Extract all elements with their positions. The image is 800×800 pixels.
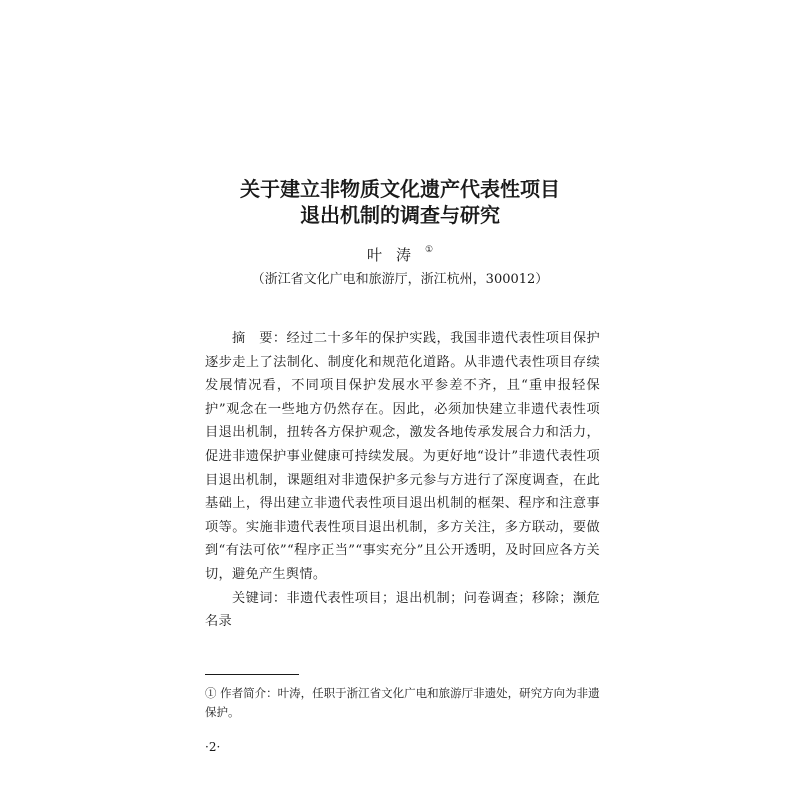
page-number: ·2· (205, 740, 221, 754)
abstract-section (205, 327, 600, 634)
keywords-label: 关键词： (232, 590, 287, 606)
author-name: 叶涛 (366, 246, 425, 264)
keywords-paragraph (205, 587, 600, 634)
footnote-marker: ① (205, 686, 217, 700)
author-affiliation: （浙江省文化广电和旅游厅，浙江杭州，300012） (251, 272, 549, 287)
keywords-text: 非遗代表性项目；退出机制；问卷调查；移除；濒危名录 (205, 590, 600, 630)
article-title (0, 176, 800, 228)
abstract-paragraph (205, 327, 600, 587)
abstract-label: 摘 要： (232, 331, 287, 346)
footnote (205, 684, 600, 722)
author-footnote-marker: ① (424, 245, 434, 255)
footnote-text: 作者简介：叶涛，任职于浙江省文化广电和旅游厅非遗处，研究方向为非遗保护。 (205, 686, 600, 719)
article-title-line-1: 关于建立非物质文化遗产代表性项目 (240, 177, 560, 201)
author-line (0, 240, 800, 265)
article-title-line-2: 退出机制的调查与研究 (300, 203, 500, 227)
footnote-divider (205, 674, 299, 675)
abstract-text: 经过二十多年的保护实践，我国非遗代表性项目保护逐步走上了法制化、制度化和规范化道路。从非遗代表性项目存续发展情况看，不同项目保护发展水平参差不齐，且“重申报轻保护”观念在一些地方仍然存在。因此，必须加快建立非遗代表性项目退出机制，扭转各方保护观念，激发各地传承发展合力和活力，促进非遗保护事业健康可持续发展。为更好地“设计”非遗代表性项目退出机制，课题组对非遗保护多元参与方进行了深度调查，在此基础上，得出建立非遗代表性项目退出机制的框架、程序和注意事项等。实施非遗代表性项目退出机制，多方关注，多方联动，要做到“有法可依”“程序正当”“事实充分”且公开透明，及时回应各方关切，避免产生舆情。 (205, 331, 600, 582)
